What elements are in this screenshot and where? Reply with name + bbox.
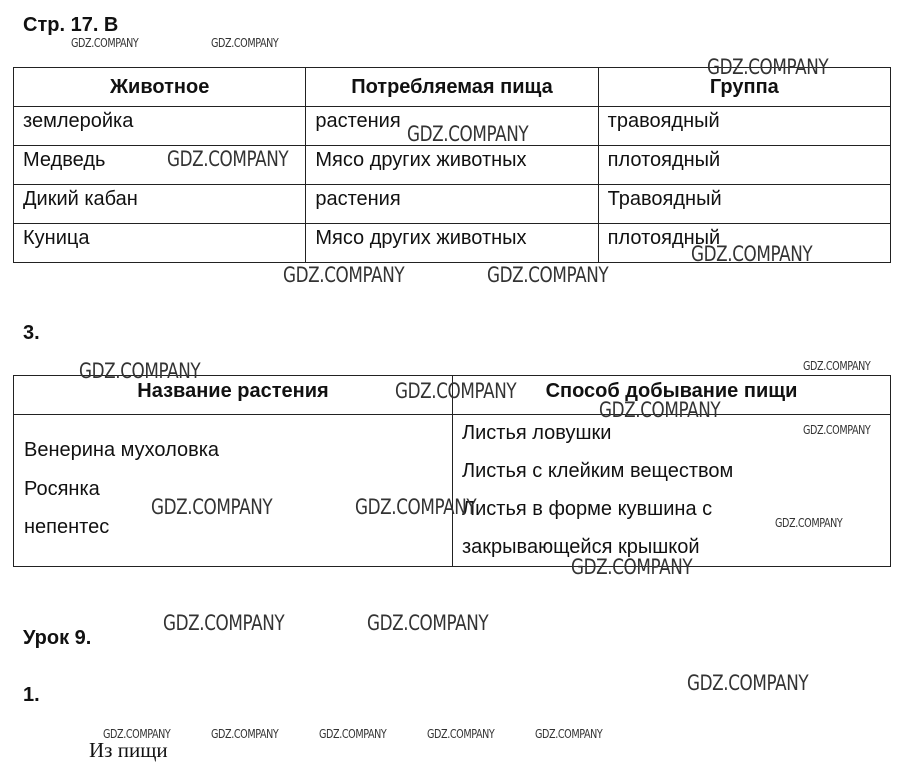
watermark: GDZ.COMPANY xyxy=(319,727,387,741)
animals-table xyxy=(13,67,891,263)
section-number: 3. xyxy=(23,322,40,344)
plant-list xyxy=(24,431,219,547)
cell-group: плотоядный xyxy=(598,224,890,263)
watermark: GDZ.COMPANY xyxy=(167,147,289,171)
cell-group: травоядный xyxy=(598,107,890,146)
watermark: GDZ.COMPANY xyxy=(687,671,809,695)
cell-animal: Медведь xyxy=(14,146,306,185)
cell-animal: землеройка xyxy=(14,107,306,146)
watermark: GDZ.COMPANY xyxy=(707,55,829,79)
column-header-food: Потребляемая пища xyxy=(306,68,598,107)
lesson-heading: Урок 9. xyxy=(23,627,92,649)
answer-text: Из пищи xyxy=(89,738,168,762)
list-item: Росянка xyxy=(24,477,100,500)
list-item: Листья в форме кувшина с xyxy=(462,498,713,520)
watermark: GDZ.COMPANY xyxy=(803,423,871,437)
column-header-animal: Животное xyxy=(14,68,306,107)
watermark: GDZ.COMPANY xyxy=(71,36,139,50)
column-header-method: Способ добывание пищи xyxy=(545,380,798,402)
list-item: Листья с клейким веществом xyxy=(462,460,734,482)
watermark: GDZ.COMPANY xyxy=(283,263,405,287)
watermark: GDZ.COMPANY xyxy=(211,727,279,741)
watermark: GDZ.COMPANY xyxy=(535,727,603,741)
cell-food: растения xyxy=(306,107,598,146)
watermark: GDZ.COMPANY xyxy=(571,555,693,579)
column-header-plant: Название растения xyxy=(137,380,329,402)
question-number: 1. xyxy=(23,684,40,706)
page-heading: Стр. 17. В xyxy=(23,14,119,36)
watermark: GDZ.COMPANY xyxy=(599,398,721,422)
watermark: GDZ.COMPANY xyxy=(691,242,813,266)
cell-animal: Дикий кабан xyxy=(14,185,306,224)
watermark: GDZ.COMPANY xyxy=(427,727,495,741)
cell-group: плотоядный xyxy=(598,146,890,185)
method-list xyxy=(462,414,733,566)
list-item: Венерина мухоловка xyxy=(24,439,220,461)
cell-group: Травоядный xyxy=(598,185,890,224)
watermark: GDZ.COMPANY xyxy=(163,611,285,635)
list-item: непентес xyxy=(24,516,110,538)
cell-food: растения xyxy=(306,185,598,224)
cell-food: Мясо других животных xyxy=(306,146,598,185)
watermark: GDZ.COMPANY xyxy=(407,122,529,146)
table-row xyxy=(14,185,891,224)
watermark: GDZ.COMPANY xyxy=(775,516,843,530)
watermark: GDZ.COMPANY xyxy=(355,495,477,519)
list-item: Листья ловушки xyxy=(462,422,612,444)
table-row xyxy=(14,146,891,185)
watermark: GDZ.COMPANY xyxy=(151,495,273,519)
cell-food: Мясо других животных xyxy=(306,224,598,263)
watermark: GDZ.COMPANY xyxy=(79,359,201,383)
list-item: закрывающейся крышкой xyxy=(462,536,700,558)
watermark: GDZ.COMPANY xyxy=(367,611,489,635)
plants-table xyxy=(13,375,891,567)
cell-animal: Куница xyxy=(14,224,306,263)
column-header-group: Группа xyxy=(598,68,890,107)
watermark: GDZ.COMPANY xyxy=(211,36,279,50)
watermark: GDZ.COMPANY xyxy=(395,379,517,403)
watermark: GDZ.COMPANY xyxy=(103,727,171,741)
watermark: GDZ.COMPANY xyxy=(803,359,871,373)
watermark: GDZ.COMPANY xyxy=(487,263,609,287)
